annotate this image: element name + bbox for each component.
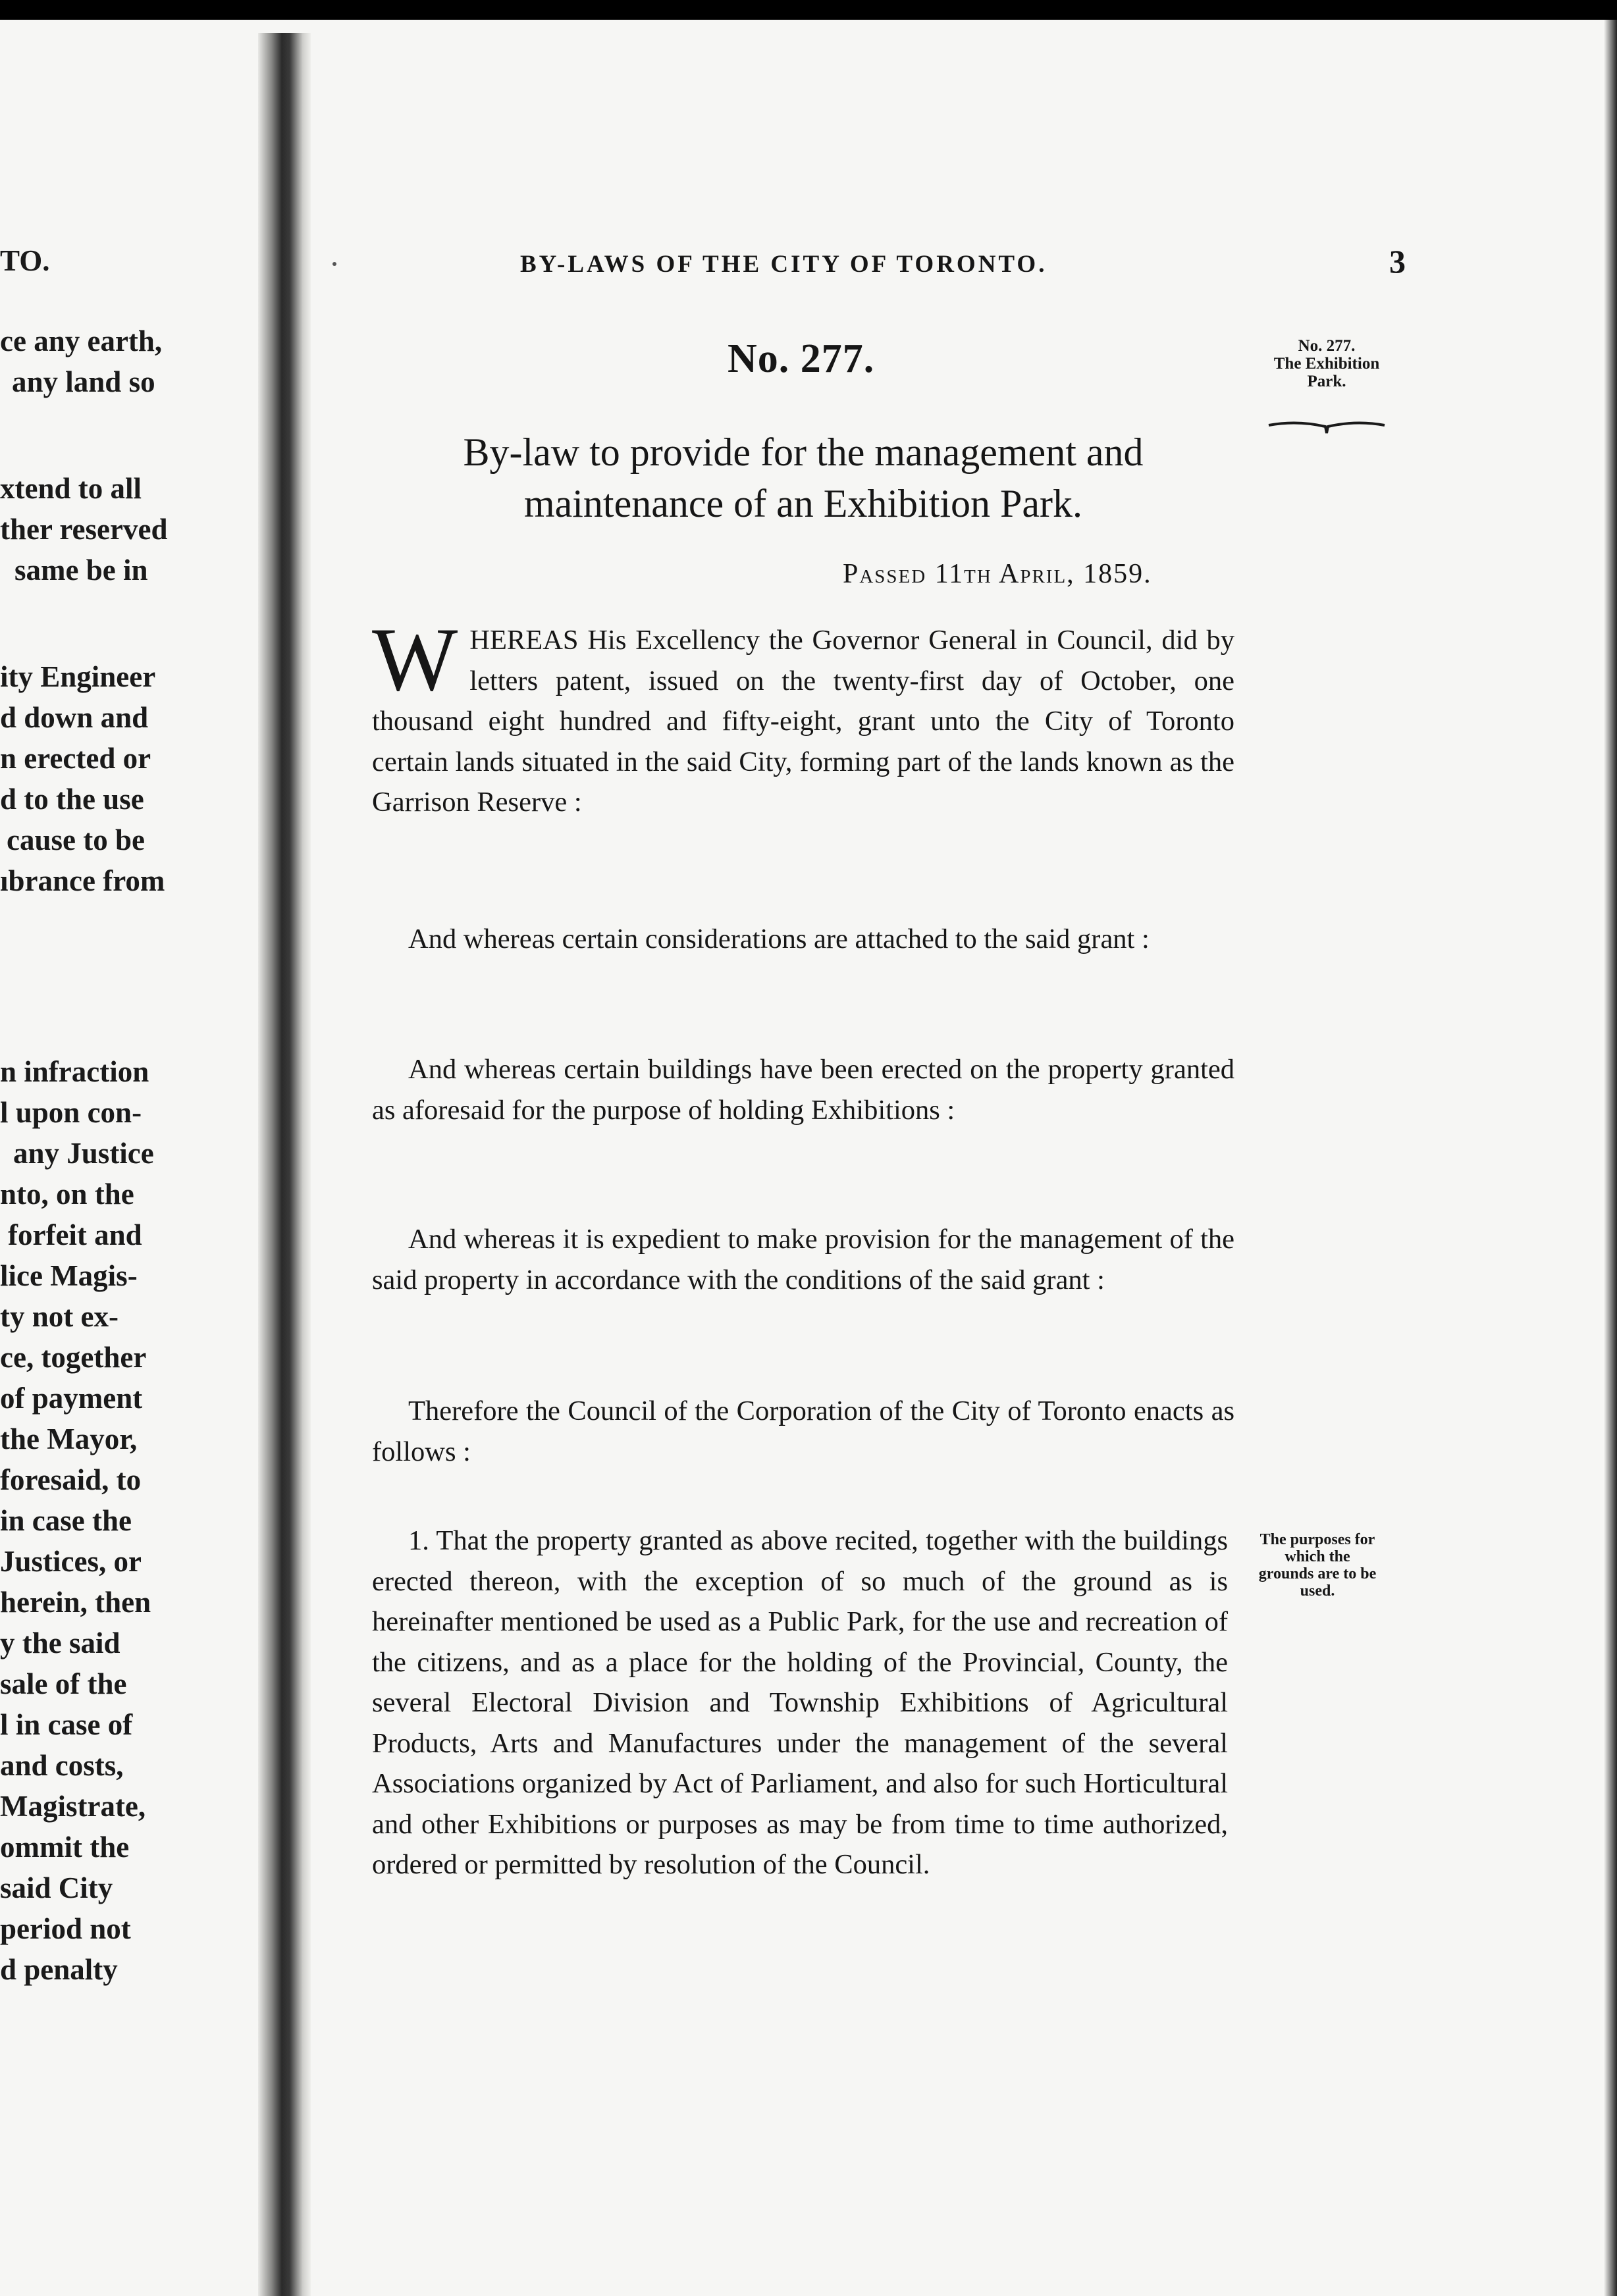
left-line: n infraction [0, 1055, 149, 1088]
left-line: forfeit and [8, 1218, 142, 1251]
left-line: Magistrate, [0, 1790, 146, 1823]
left-line: sale of the [0, 1667, 127, 1700]
left-line: y the said [0, 1627, 120, 1659]
left-line: TO. [0, 244, 50, 277]
left-line: cause to be [7, 823, 145, 856]
left-line: said City [0, 1871, 113, 1904]
left-line: same be in [14, 554, 148, 587]
left-line: herein, then [0, 1586, 151, 1619]
passed-date: Passed 11th April, 1859. [843, 559, 1152, 589]
left-line: ommit the [0, 1831, 130, 1864]
paragraph-text: 1. That the property granted as above recited, together with the buildings erected thereon, with the exception of so much of the ground as is hereinafter mentioned be used as a Public Park, for the use and recreation of the citizens, and as a place for the holding of the Provincial, County, the several Electoral Division and Township Exhibitions of Agricultural Products, Arts and Manufactures under the management of the several Associations organized by Act of Parliament, and also for such Horticultural and other Exhibitions or purposes as may be from time to time authorized, ordered or permitted by resolution of the Council. [372, 1525, 1228, 1880]
left-line: any Justice [13, 1137, 154, 1170]
sidenote-line: used. [1300, 1582, 1335, 1600]
left-line: the Mayor, [0, 1422, 138, 1455]
sidenote-purposes [1231, 1531, 1404, 1600]
scanned-page [0, 20, 1617, 2296]
left-line: d penalty [0, 1953, 118, 1986]
left-line: and costs, [0, 1749, 124, 1782]
left-line: lice Magis- [0, 1259, 138, 1292]
margin-note-line: Park. [1307, 373, 1346, 390]
left-line: d down and [0, 701, 149, 734]
whereas-paragraph [372, 1049, 1234, 1130]
sidenote-line: which the [1285, 1548, 1350, 1565]
page-edge-shadow [1604, 20, 1617, 2296]
left-line: n erected or [0, 742, 151, 775]
margin-note-line: No. 277. [1298, 337, 1356, 355]
left-line: ity Engineer [0, 660, 156, 693]
bylaw-number: No. 277. [728, 336, 875, 381]
left-line: xtend to all [0, 472, 142, 505]
whereas-paragraph [372, 919, 1234, 960]
paragraph-text: Therefore the Council of the Corporation of the City of Toronto enacts as follows : [372, 1396, 1234, 1467]
drop-cap: W [372, 609, 458, 710]
binding-gutter [258, 33, 311, 2296]
sidenote-line: The purposes for [1259, 1531, 1375, 1548]
scan-speck [332, 262, 336, 266]
left-line: ty not ex- [0, 1300, 119, 1333]
bylaw-title: By-law to provide for the management and maintenance of an Exhibition Park. [463, 430, 1144, 525]
left-line: any land so [12, 365, 155, 398]
left-line: period not [0, 1912, 131, 1945]
margin-note [1244, 337, 1409, 390]
sidenote-line: grounds are to be [1258, 1565, 1377, 1582]
left-page-fragment [0, 20, 198, 2296]
paragraph-text: And whereas it is expedient to make provision for the management of the said property in accordance with the conditions of the said grant : [372, 1224, 1234, 1295]
left-line: l in case of [0, 1708, 133, 1741]
preamble-paragraph [372, 609, 1234, 823]
left-line: foresaid, to [0, 1463, 142, 1496]
left-line: in case the [0, 1504, 132, 1537]
left-line: ıbrance from [0, 864, 165, 897]
left-line: of payment [0, 1382, 143, 1415]
section-1 [372, 1521, 1228, 1885]
whereas-paragraph [372, 1219, 1234, 1300]
enacting-clause [372, 1391, 1234, 1472]
left-line: d to the use [0, 783, 144, 816]
left-line: ther reserved [0, 513, 168, 546]
left-line: nto, on the [0, 1178, 134, 1211]
left-line: ce any earth, [0, 325, 163, 357]
running-head: BY-LAWS OF THE CITY OF TORONTO. [520, 251, 1047, 278]
paragraph-text: And whereas certain buildings have been erected on the property granted as aforesaid for the purpose of holding Exhibitions : [372, 1054, 1234, 1126]
left-line: ce, together [0, 1341, 147, 1374]
margin-note-line: The Exhibition [1273, 355, 1380, 373]
paragraph-text: HEREAS His Excellency the Governor General in Council, did by letters patent, issued on the twenty-first day of October, one thousand eight hundred and fifty-eight, grant unto the City of Toronto certain lands situated in the said City, forming part of the lands known as the Garrison Reserve : [372, 625, 1234, 818]
ornament-flourish-icon [1267, 419, 1386, 436]
left-line: Justices, or [0, 1545, 142, 1578]
paragraph-text: And whereas certain considerations are attached to the said grant : [408, 924, 1150, 954]
page-number: 3 [1389, 243, 1406, 280]
left-line: l upon con- [0, 1096, 142, 1129]
